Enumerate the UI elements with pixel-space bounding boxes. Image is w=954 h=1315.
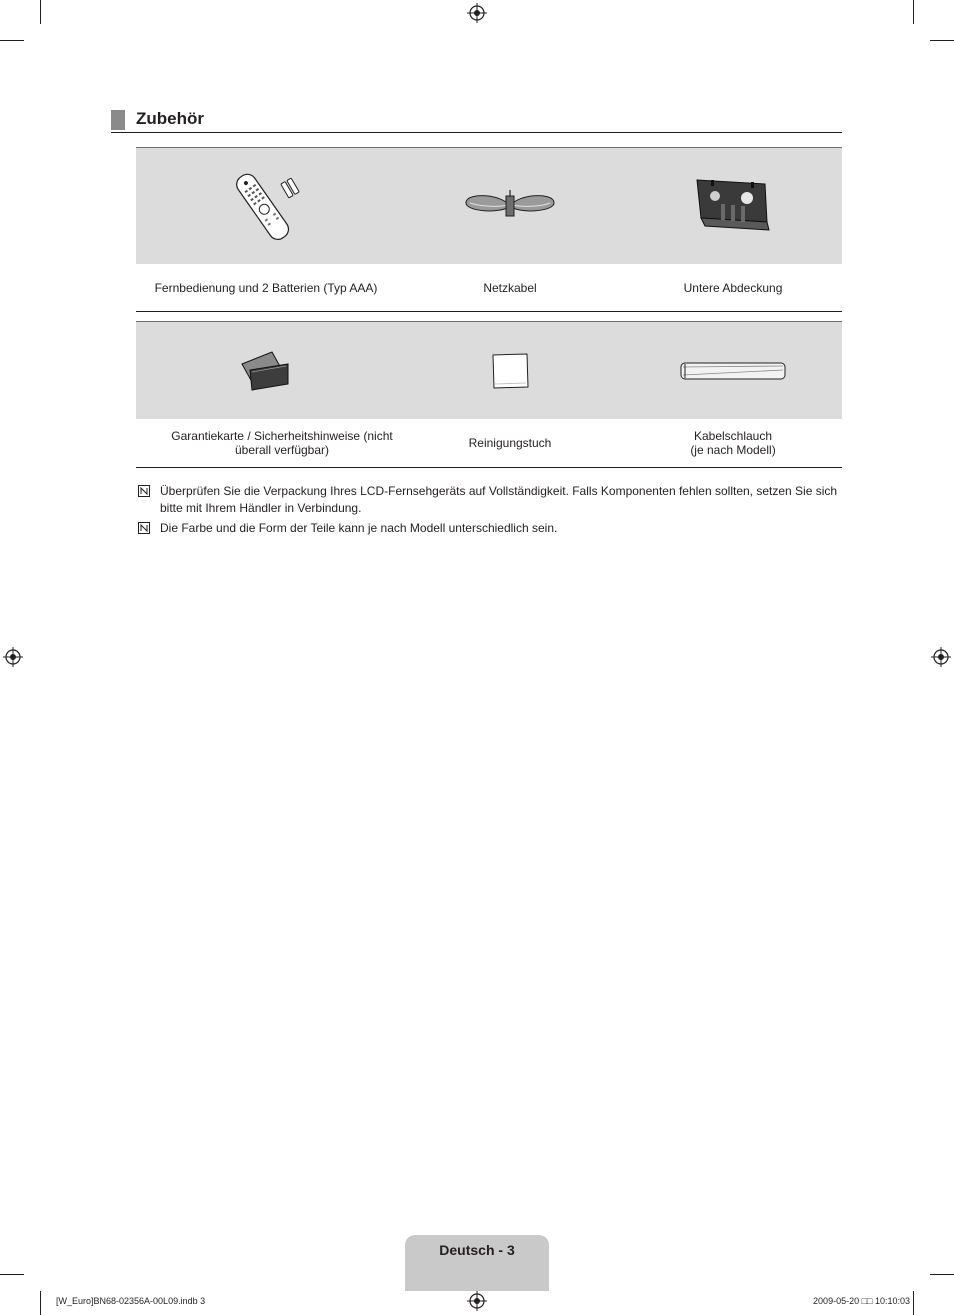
page-number-tab [405, 1235, 549, 1291]
registration-mark-icon [931, 647, 951, 667]
accessory-image-row [136, 321, 842, 419]
cleaning-cloth-icon [488, 351, 532, 391]
section-title: Zubehör [136, 109, 204, 128]
file-slug: [W_Euro]BN68-02356A-00L09.indb 3 [56, 1296, 206, 1306]
remote-control-icon [226, 166, 306, 246]
accessory-image-cell [624, 322, 842, 419]
crop-mark [40, 0, 41, 24]
crop-mark [40, 1291, 41, 1315]
print-timestamp: 2009-05-20 □□ 10:10:03 [813, 1296, 910, 1306]
accessory-image-cell [624, 148, 842, 264]
page-number: Deutsch - 3 [439, 1242, 515, 1258]
accessory-image-cell [136, 322, 396, 419]
accessory-image-cell [396, 148, 624, 264]
accessory-label: Untere Abdeckung [683, 280, 783, 295]
accessory-label: Netzkabel [483, 280, 537, 295]
cable-tube-icon [677, 358, 789, 384]
accessory-label: Garantiekarte / Sicherheitshinweise (nicht überall verfügbar) [171, 429, 393, 457]
accessory-label-row [136, 419, 842, 468]
accessory-image-cell [396, 322, 624, 419]
accessory-image-row [136, 147, 842, 264]
crop-mark [0, 40, 24, 41]
accessory-label: Fernbedienung und 2 Batterien (Typ AAA) [154, 280, 378, 295]
warranty-card-icon [238, 348, 294, 394]
accessory-image-cell [136, 148, 396, 264]
crop-mark [913, 1291, 914, 1315]
registration-mark-icon [3, 647, 23, 667]
bottom-cover-icon [691, 174, 775, 238]
accessories-table-2 [136, 321, 842, 468]
power-cord-icon [462, 186, 558, 226]
registration-mark-icon [467, 1291, 487, 1311]
accessory-label-line: Kabelschlauch [693, 429, 773, 443]
accessory-label [624, 419, 842, 467]
accessory-label: Reinigungstuch [468, 436, 552, 450]
notes-list [136, 483, 842, 541]
crop-mark [930, 40, 954, 41]
note-item [136, 520, 842, 537]
note-icon [138, 522, 150, 534]
note-item [136, 483, 842, 516]
accessories-table-1 [136, 147, 842, 312]
section-heading [111, 108, 842, 133]
crop-mark [0, 1274, 24, 1275]
note-text: Die Farbe und die Form der Teile kann je nach Modell unterschiedlich sein. [160, 521, 558, 535]
accessory-label-line: (je nach Modell) [690, 443, 776, 457]
crop-mark [913, 0, 914, 24]
note-icon [138, 485, 150, 497]
registration-mark-icon [467, 3, 487, 23]
accessory-label-row [136, 264, 842, 312]
note-text: Überprüfen Sie die Verpackung Ihres LCD-Fernsehgeräts auf Vollständigkeit. Falls Komponenten fehlen sollten, setzen Sie sich bitte mit Ihrem Händler in Verbindung. [160, 484, 838, 515]
crop-mark [930, 1274, 954, 1275]
heading-marker [111, 110, 125, 130]
